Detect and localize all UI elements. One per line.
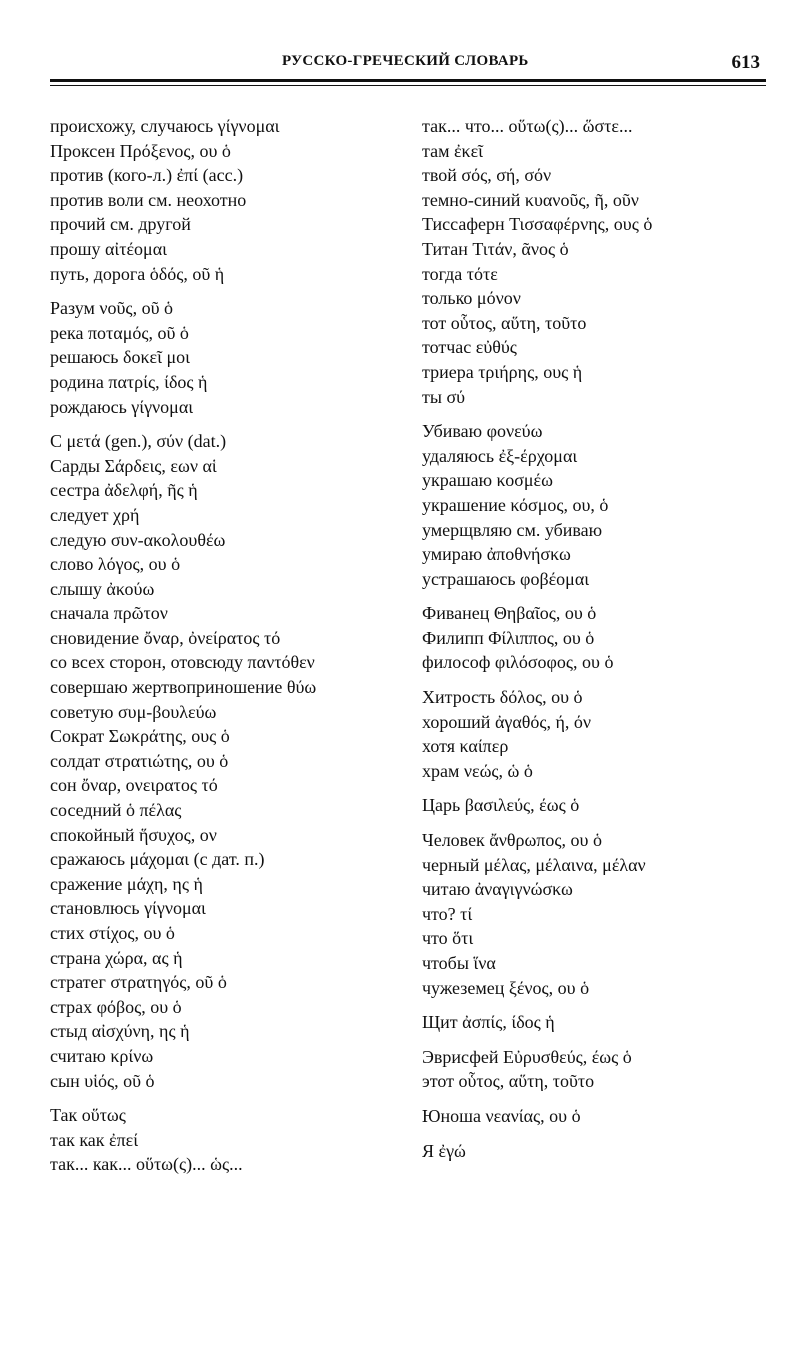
dictionary-entry: соседний ὁ πέλας [50,800,182,821]
section-gap [422,783,792,793]
dictionary-entry: там ἐκεῖ [422,140,483,161]
dictionary-entry: становлюсь γίγνομαι [50,898,206,919]
dictionary-entry: прошу αἰτέομαι [50,238,167,259]
dictionary-entry: Сарды Σάρδεις, εων αἱ [50,455,217,476]
dictionary-entry: сначала πρῶτον [50,603,168,624]
dictionary-entry: философ φιλόσοφος, ου ὁ [422,652,614,673]
dictionary-entry: Филипп Φίλιππος, ου ὁ [422,627,595,648]
dictionary-entry: река ποταμός, οῦ ὁ [50,322,189,343]
dictionary-entry: Разум νοῦς, οῦ ὁ [50,298,173,319]
dictionary-entry: родина πατρίς, ίδος ἡ [50,371,208,392]
dictionary-entry: сестра ἀδελφή, ῆς ἡ [50,480,198,501]
dictionary-entry: против воли см. неохотно [50,189,247,210]
dictionary-entry: решаюсь δοκεῖ μοι [50,347,190,368]
dictionary-entry: происхожу, случаюсь γίγνομαι [50,116,280,136]
dictionary-entry: С μετά (gen.), σύν (dat.) [50,431,227,452]
dictionary-entry: следует χρή [50,504,140,525]
section-gap [50,419,410,429]
dictionary-entry: следую συν-ακολουθέω [50,529,226,550]
section-gap [422,1129,792,1139]
dictionary-entry: тот οὗτος, αὕτη, τοῦτο [422,312,587,333]
dictionary-entry: ты σύ [422,386,466,407]
dictionary-entry: страх φόβος, ου ὁ [50,996,182,1017]
dictionary-entry: черный μέλας, μέλαινα, μέλαν [422,854,646,875]
dictionary-entry: чужеземец ξένος, ου ὁ [422,977,590,998]
dictionary-entry: Хитрость δόλος, ου ὁ [422,687,583,708]
dictionary-entry: Эврисфей Εὐρυσθεύς, έως ὁ [422,1046,632,1067]
header-rule-thick [50,79,766,82]
section-gap [422,1000,792,1010]
dictionary-entry: читаю ἀναγιγνώσκω [422,879,573,900]
header-rule-thin [50,85,766,86]
dictionary-entry: храм νεώς, ὡ ὁ [422,760,533,781]
dictionary-entry: тогда τότε [422,263,498,284]
left-column [50,114,410,1177]
dictionary-entry: Царь βασιλεύς, έως ὁ [422,795,580,816]
dictionary-entry: Проксен Πρόξενος, ου ὁ [50,140,231,161]
dictionary-entry: Так οὕτως [50,1105,126,1126]
section-gap [422,818,792,828]
dictionary-entry: хотя καίπερ [422,736,509,757]
right-column [422,114,792,1163]
running-header [50,48,766,72]
dictionary-entry: твой σός, σή, σόν [422,165,552,186]
dictionary-entry: Титан Τιτάν, ᾶνος ὁ [422,238,569,259]
page-number: 613 [731,52,760,73]
dictionary-entry: Сократ Σωκράτης, ους ὁ [50,726,230,747]
dictionary-entry: слово λόγος, ου ὁ [50,554,181,575]
dictionary-entry: Юноша νεανίας, ου ὁ [422,1105,581,1126]
dictionary-entry: прочий см. другой [50,214,191,235]
dictionary-entry: украшаю κοσμέω [422,470,553,491]
dictionary-entry: умерщвляю см. убиваю [422,519,603,540]
dictionary-entry: темно-синий κυανοῦς, ῆ, οῦν [422,189,639,210]
dictionary-entry: Человек ἄνθρωπος, ου ὁ [422,830,602,851]
section-gap [50,286,410,296]
dictionary-entry: сон ὄναρ, ονειρατος τό [50,775,218,796]
dictionary-entry: чтобы ἵνα [422,953,496,973]
dictionary-entry: умираю ἀποθνήσκω [422,544,571,565]
section-gap [422,675,792,685]
dictionary-entry: тотчас εὐθύς [422,337,517,358]
dictionary-entry: сражение μάχη, ης ἡ [50,873,203,894]
dictionary-entry: путь, дорога ὁδός, οῦ ἡ [50,263,225,284]
dictionary-entry: Фиванец Θηβαῖος, ου ὁ [422,603,597,624]
dictionary-entry: слышу ἀκούω [50,578,155,599]
dictionary-entry: что? τί [422,903,473,924]
dictionary-entry: только μόνον [422,288,521,309]
dictionary-entry: стратег στρατηγός, οῦ ὁ [50,972,227,993]
dictionary-entry: спокойный ἥσυχος, ον [50,824,217,845]
header-title: РУССКО-ГРЕЧЕСКИЙ СЛОВАРЬ [282,53,529,69]
dictionary-entry: хороший ἀγαθός, ή, όν [422,711,592,732]
dictionary-entry: советую συμ-βουλεύω [50,701,217,722]
dictionary-entry: что ὅτι [422,928,474,949]
section-gap [422,591,792,601]
dictionary-entry: Убиваю φονεύω [422,421,543,442]
dictionary-entry: совершаю жертвоприношение θύω [50,677,317,698]
section-gap [422,409,792,419]
dictionary-entry: украшение κόσμος, ου, ὁ [422,494,609,515]
dictionary-entry: считаю κρίνω [50,1045,154,1066]
section-gap [422,1035,792,1045]
dictionary-entry: против (кого-л.) ἐπί (acc.) [50,165,244,186]
dictionary-entry: так... что... οὕτω(ς)... ὥστε... [422,116,633,136]
dictionary-entry: сновидение ὄναρ, ὀνείρατος τό [50,627,281,648]
dictionary-entry: со всех сторон, отовсюду παντόθεν [50,652,315,673]
dictionary-entry: Тиссаферн Τισσαφέρνης, ους ὁ [422,214,653,235]
dictionary-entry: Я ἐγώ [422,1140,466,1161]
dictionary-entry: так как ἐπεί [50,1129,139,1150]
dictionary-entry: устрашаюсь φοβέομαι [422,568,590,589]
dictionary-entry: рождаюсь γίγνομαι [50,396,194,417]
dictionary-entry: сражаюсь μάχομαι (с дат. п.) [50,849,265,870]
dictionary-entry: солдат στρατιώτης, ου ὁ [50,750,229,771]
dictionary-entry: триера τριήρης, ους ἡ [422,361,583,382]
dictionary-entry: этот οὗτος, αὕτη, τοῦτο [422,1071,595,1092]
dictionary-entry: удаляюсь ἐξ-έρχομαι [422,445,578,466]
section-gap [50,1093,410,1103]
section-gap [422,1094,792,1104]
dictionary-entry: сын υἱός, οῦ ὁ [50,1070,155,1091]
dictionary-entry: стыд αἰσχύνη, ης ἡ [50,1021,190,1042]
dictionary-entry: страна χώρα, ας ἡ [50,947,183,968]
dictionary-entry: так... как... οὕτω(ς)... ὡς... [50,1154,243,1175]
dictionary-entry: стих στίχος, ου ὁ [50,923,175,943]
dictionary-entry: Щит ἀσπίς, ίδος ἡ [422,1012,555,1033]
